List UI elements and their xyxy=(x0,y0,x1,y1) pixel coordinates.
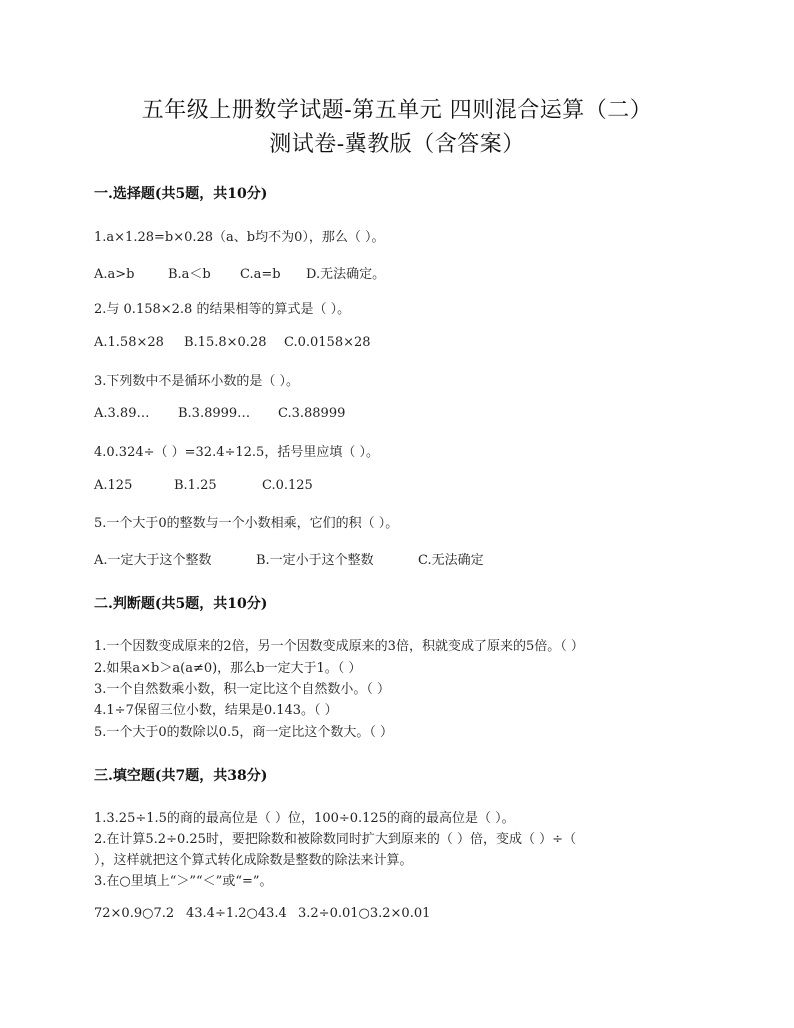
option-d: D.无法确定。 xyxy=(306,267,386,282)
page-title-line-2: 测试卷-冀教版（含答案） xyxy=(269,132,525,157)
option-c: C.0.0158×28 xyxy=(284,335,371,350)
comparison-1: 72×0.9○7.2 xyxy=(94,906,175,921)
option-c: C.0.125 xyxy=(262,478,313,493)
question-5: 5.一个大于0的整数与一个小数相乘，它们的积（ ）。 xyxy=(94,516,399,531)
judgment-item-3: 3.一个自然数乘小数，积一定比这个自然数小。（ ） xyxy=(94,682,391,697)
option-a: A.3.89… xyxy=(94,406,150,421)
option-b: B.3.8999… xyxy=(178,406,251,421)
option-b: B.15.8×0.28 xyxy=(184,335,267,350)
option-a: A.125 xyxy=(94,478,133,493)
fill-item-1: 1.3.25÷1.5的商的最高位是（ ）位，100÷0.125的商的最高位是（ ）。 xyxy=(94,811,515,826)
option-c: C.3.88999 xyxy=(278,406,346,421)
option-a: A.1.58×28 xyxy=(94,335,164,350)
comparison-3: 3.2÷0.01○3.2×0.01 xyxy=(298,906,431,921)
question-3-options xyxy=(94,406,345,421)
option-c: C.无法确定 xyxy=(418,553,484,568)
fill-item-2: 2.在计算5.2÷0.25时，要把除数和被除数同时扩大到原来的（ ）倍，变成（ ）÷（ xyxy=(94,832,577,847)
option-b: B.一定小于这个整数 xyxy=(256,553,374,568)
page-title-line-1: 五年级上册数学试题-第五单元 四则混合运算（二） xyxy=(141,98,653,123)
question-1-options xyxy=(94,263,385,282)
option-a: A.一定大于这个整数 xyxy=(94,553,212,568)
fill-item-3: 3.在○里填上“＞”“＜”或“=”。 xyxy=(94,874,273,889)
section-heading-fill-blank: 三.填空题(共7题，共38分) xyxy=(94,768,268,784)
section-heading-judgment: 二.判断题(共5题，共10分) xyxy=(94,596,268,612)
option-b: B.1.25 xyxy=(174,478,217,493)
section-heading-choice: 一.选择题(共5题，共10分) xyxy=(94,186,268,202)
judgment-item-4: 4.1÷7保留三位小数，结果是0.143。（ ） xyxy=(94,703,338,718)
question-4: 4.0.324÷（ ）=32.4÷12.5，括号里应填（ ）。 xyxy=(94,445,379,460)
fill-item-2-continued: ），这样就把这个算式转化成除数是整数的除法来计算。 xyxy=(94,853,413,868)
question-1: 1.a×1.28=b×0.28（a、b均不为0），那么（ ）。 xyxy=(94,230,385,245)
question-4-options xyxy=(94,478,313,493)
question-2-options xyxy=(94,335,371,350)
fill-item-3-comparisons xyxy=(94,906,430,921)
question-5-options xyxy=(94,549,484,568)
comparison-2: 43.4÷1.2○43.4 xyxy=(186,906,287,921)
judgment-item-5: 5.一个大于0的数除以0.5，商一定比这个数大。（ ） xyxy=(94,725,393,740)
option-c: C.a=b xyxy=(240,267,281,282)
question-3: 3.下列数中不是循环小数的是（ ）。 xyxy=(94,374,300,389)
option-b: B.a＜b xyxy=(168,267,211,282)
question-2: 2.与 0.158×2.8 的结果相等的算式是（ ）。 xyxy=(94,302,351,317)
judgment-item-2: 2.如果a×b＞a(a≠0)，那么b一定大于1。（ ） xyxy=(94,661,362,676)
judgment-item-1: 1.一个因数变成原来的2倍，另一个因数变成原来的3倍，积就变成了原来的5倍。（ ） xyxy=(94,639,584,654)
option-a: A.a>b xyxy=(94,267,135,282)
